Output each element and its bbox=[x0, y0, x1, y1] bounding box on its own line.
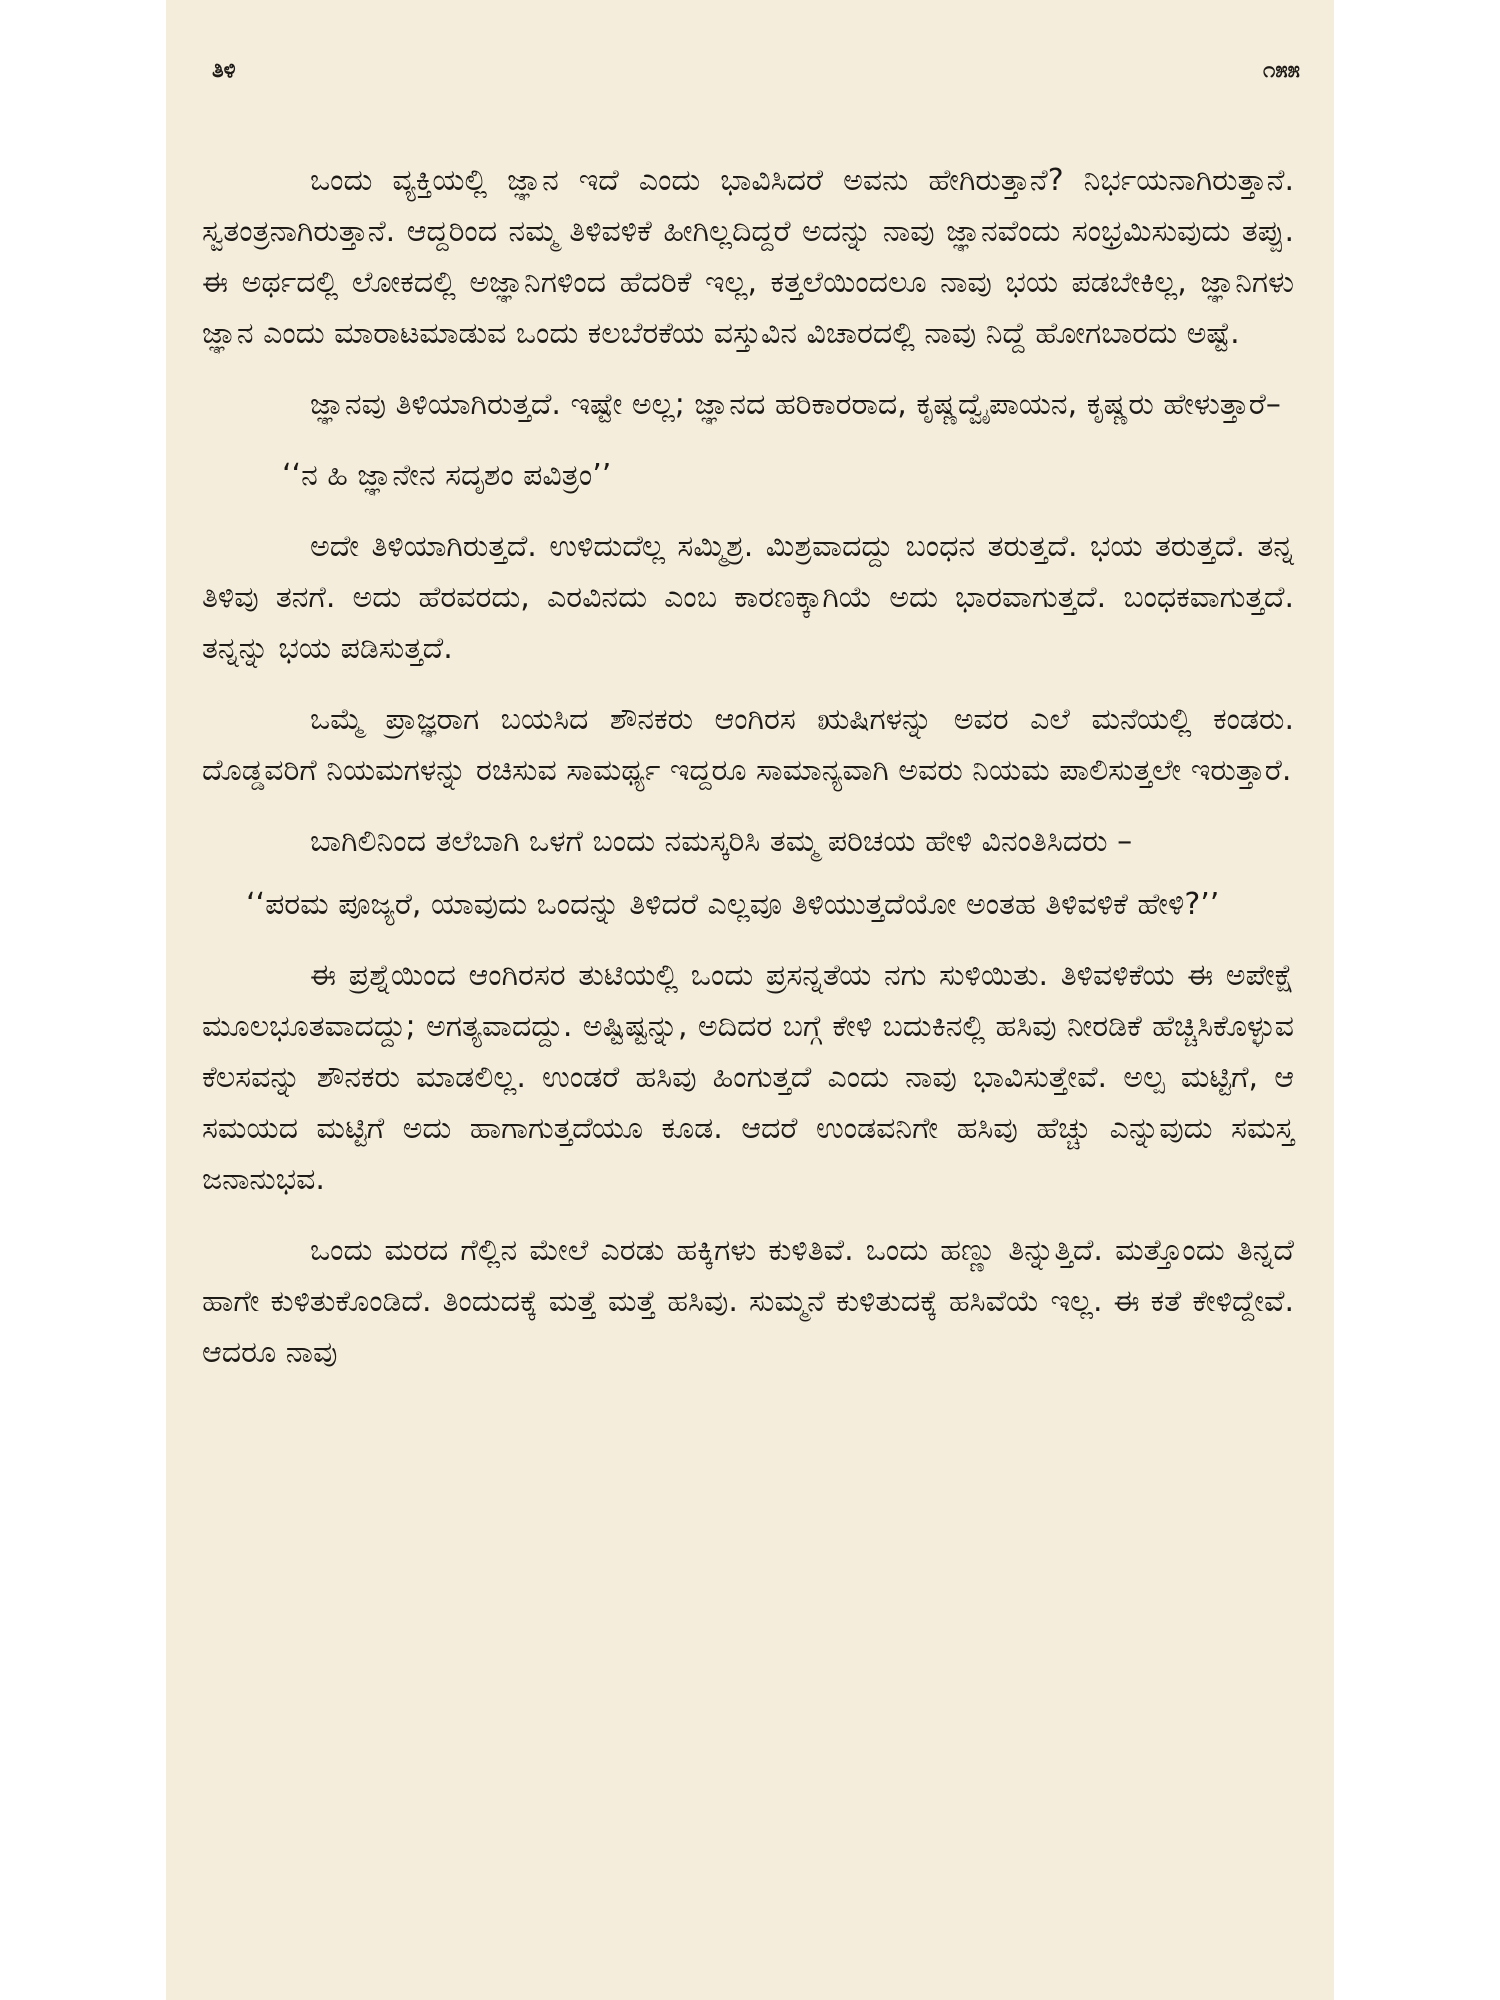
dialogue-quote: ‘‘ಪರಮ ಪೂಜ್ಯರೆ, ಯಾವುದು ಒಂದನ್ನು ತಿಳಿದರೆ ಎಲ್ಲವೂ ತಿಳಿಯುತ್ತದೆಯೋ ಅಂತಹ ತಿಳಿವಳಿಕೆ ಹೇಳಿ?’’ bbox=[246, 887, 1220, 922]
sanskrit-quote: ‘‘ನ ಹಿ ಜ್ಞಾನೇನ ಸದೃಶಂ ಪವಿತ್ರಂ’’ bbox=[282, 458, 612, 493]
chapter-title: ತಿಳಿ bbox=[212, 58, 236, 83]
paragraph: ಒಂದು ವ್ಯಕ್ತಿಯಲ್ಲಿ ಜ್ಞಾನ ಇದೆ ಎಂದು ಭಾವಿಸಿದರೆ ಅವನು ಹೇಗಿರುತ್ತಾನೆ? ನಿರ್ಭಯನಾಗಿರುತ್ತಾನೆ. ಸ್ವತಂತ್ರನಾಗಿರುತ್ತಾನೆ. ಆದ್ದರಿಂದ ನಮ್ಮ ತಿಳಿವಳಿಕೆ ಹೀಗಿಲ್ಲದಿದ್ದರೆ ಅದನ್ನು ನಾವು ಜ್ಞಾನವೆಂದು ಸಂಭ್ರಮಿಸುವುದು ತಪ್ಪು. ಈ ಅರ್ಥದಲ್ಲಿ ಲೋಕದಲ್ಲಿ ಅಜ್ಞಾನಿಗಳಿಂದ ಹೆದರಿಕೆ ಇಲ್ಲ, ಕತ್ತಲೆಯಿಂದಲೂ ನಾವು ಭಯ ಪಡಬೇಕಿಲ್ಲ, ಜ್ಞಾನಿಗಳು ಜ್ಞಾನ ಎಂದು ಮಾರಾಟಮಾಡುವ ಒಂದು ಕಲಬೆರಕೆಯ ವಸ್ತುವಿನ ವಿಚಾರದಲ್ಲಿ ನಾವು ನಿದ್ದೆ ಹೋಗಬಾರದು ಅಷ್ಟೆ. bbox=[202, 163, 1294, 351]
paragraph: ಅದೇ ತಿಳಿಯಾಗಿರುತ್ತದೆ. ಉಳಿದುದೆಲ್ಲ ಸಮ್ಮಿಶ್ರ. ಮಿಶ್ರವಾದದ್ದು ಬಂಧನ ತರುತ್ತದೆ. ಭಯ ತರುತ್ತದೆ. ತನ್ನ ತಿಳಿವು ತನಗೆ. ಅದು ಹೆರವರದು, ಎರವಿನದು ಎಂಬ ಕಾರಣಕ್ಕಾಗಿಯೆ ಅದು ಭಾರವಾಗುತ್ತದೆ. ಬಂಧಕವಾಗುತ್ತದೆ. ತನ್ನನ್ನು ಭಯ ಪಡಿಸುತ್ತದೆ. bbox=[202, 529, 1294, 666]
page-number: ೧೫೫ bbox=[1263, 58, 1300, 83]
paragraph: ಬಾಗಿಲಿನಿಂದ ತಲೆಬಾಗಿ ಒಳಗೆ ಬಂದು ನಮಸ್ಕರಿಸಿ ತಮ್ಮ ಪರಿಚಯ ಹೇಳಿ ವಿನಂತಿಸಿದರು – bbox=[310, 824, 1133, 859]
paragraph: ಒಂದು ಮರದ ಗೆಲ್ಲಿನ ಮೇಲೆ ಎರಡು ಹಕ್ಕಿಗಳು ಕುಳಿತಿವೆ. ಒಂದು ಹಣ್ಣು ತಿನ್ನುತ್ತಿದೆ. ಮತ್ತೊಂದು ತಿನ್ನದೆ ಹಾಗೇ ಕುಳಿತುಕೊಂಡಿದೆ. ತಿಂದುದಕ್ಕೆ ಮತ್ತೆ ಮತ್ತೆ ಹಸಿವು. ಸುಮ್ಮನೆ ಕುಳಿತುದಕ್ಕೆ ಹಸಿವೆಯೆ ಇಲ್ಲ. ಈ ಕತೆ ಕೇಳಿದ್ದೇವೆ. ಆದರೂ ನಾವು bbox=[202, 1233, 1294, 1370]
page-body bbox=[202, 155, 1294, 1378]
paragraph: ಜ್ಞಾನವು ತಿಳಿಯಾಗಿರುತ್ತದೆ. ಇಷ್ಟೇ ಅಲ್ಲ; ಜ್ಞಾನದ ಹರಿಕಾರರಾದ, ಕೃಷ್ಣದ್ವೈಪಾಯನ, ಕೃಷ್ಣರು ಹೇಳುತ್ತಾರೆ– bbox=[310, 387, 1281, 422]
running-head bbox=[166, 58, 1334, 98]
book-page bbox=[166, 0, 1334, 2000]
paragraph: ಒಮ್ಮೆ ಪ್ರಾಜ್ಞರಾಗ ಬಯಸಿದ ಶೌನಕರು ಆಂಗಿರಸ ಋಷಿಗಳನ್ನು ಅವರ ಎಲೆ ಮನೆಯಲ್ಲಿ ಕಂಡರು. ದೊಡ್ಡವರಿಗೆ ನಿಯಮಗಳನ್ನು ರಚಿಸುವ ಸಾಮರ್ಥ್ಯ ಇದ್ದರೂ ಸಾಮಾನ್ಯವಾಗಿ ಅವರು ನಿಯಮ ಪಾಲಿಸುತ್ತಲೇ ಇರುತ್ತಾರೆ. bbox=[202, 702, 1294, 788]
paragraph: ಈ ಪ್ರಶ್ನೆಯಿಂದ ಆಂಗಿರಸರ ತುಟಿಯಲ್ಲಿ ಒಂದು ಪ್ರಸನ್ನತೆಯ ನಗು ಸುಳಿಯಿತು. ತಿಳಿವಳಿಕೆಯ ಈ ಅಪೇಕ್ಷೆ ಮೂಲಭೂತವಾದದ್ದು; ಅಗತ್ಯವಾದದ್ದು. ಅಷ್ಟಿಷ್ಟನ್ನು, ಅದಿದರ ಬಗ್ಗೆ ಕೇಳಿ ಬದುಕಿನಲ್ಲಿ ಹಸಿವು ನೀರಡಿಕೆ ಹೆಚ್ಚಿಸಿಕೊಳ್ಳುವ ಕೆಲಸವನ್ನು ಶೌನಕರು ಮಾಡಲಿಲ್ಲ. ಉಂಡರೆ ಹಸಿವು ಹಿಂಗುತ್ತದೆ ಎಂದು ನಾವು ಭಾವಿಸುತ್ತೇವೆ. ಅಲ್ಪ ಮಟ್ಟಿಗೆ, ಆ ಸಮಯದ ಮಟ್ಟಿಗೆ ಅದು ಹಾಗಾಗುತ್ತದೆಯೂ ಕೂಡ. ಆದರೆ ಉಂಡವನಿಗೇ ಹಸಿವು ಹೆಚ್ಚು ಎನ್ನುವುದು ಸಮಸ್ತ ಜನಾನುಭವ. bbox=[202, 958, 1294, 1197]
